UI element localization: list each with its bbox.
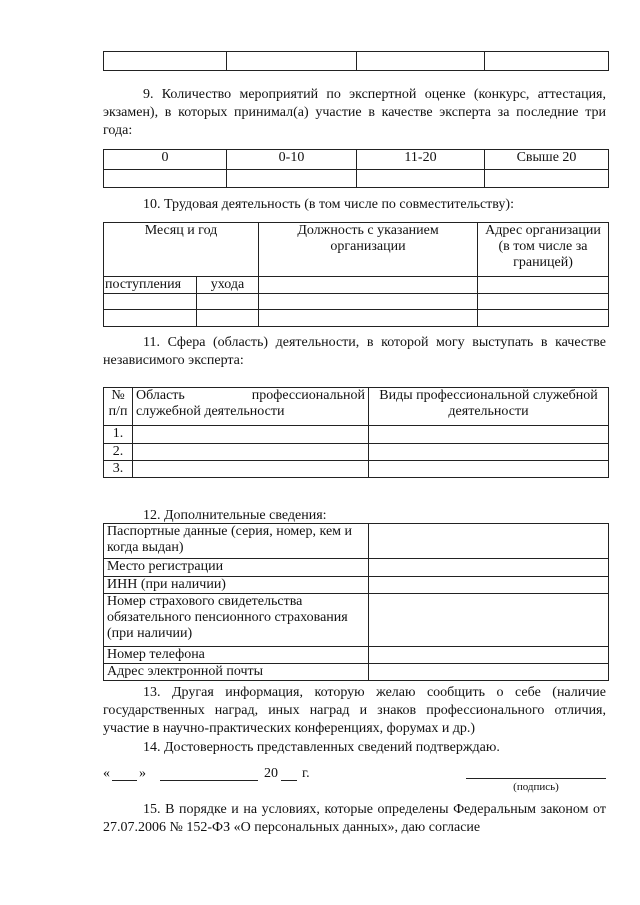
cell bbox=[197, 310, 259, 327]
date-close-quote: » bbox=[139, 766, 146, 781]
employment-table bbox=[103, 222, 609, 327]
cell bbox=[259, 277, 478, 294]
header-address: Адрес организации (в том числе за границей) bbox=[478, 223, 609, 277]
date-year-suffix: г. bbox=[302, 766, 310, 781]
events-col-over-20: Свыше 20 bbox=[485, 150, 609, 170]
cell bbox=[485, 52, 609, 71]
info-value bbox=[369, 577, 609, 594]
cell bbox=[133, 444, 369, 461]
section-14-text: 14. Достоверность представленных сведений подтверждаю. bbox=[143, 740, 500, 755]
cell bbox=[369, 426, 609, 444]
section-13-text: 13. Другая информация, которую желаю сообщить о себе (наличие государственных наград, иных наград и знаков профессионального отличия, участие в научно-практических конференциях, форумах и др.) bbox=[103, 685, 606, 736]
info-label: Место регистрации bbox=[104, 559, 369, 577]
header-end: ухода bbox=[197, 277, 259, 294]
info-value bbox=[369, 594, 609, 647]
header-area bbox=[133, 388, 369, 426]
section-9-text: 9. Количество мероприятий по экспертной оценке (конкурс, аттестация, экзамен), в которых принимал(а) участие в качестве эксперта за последние три года: bbox=[103, 87, 606, 138]
events-col-0-10: 0-10 bbox=[227, 150, 357, 170]
header-position: Должность с указанием организации bbox=[259, 223, 478, 277]
cell bbox=[478, 294, 609, 310]
info-label: Паспортные данные (серия, номер, кем и когда выдан) bbox=[104, 524, 369, 559]
cell bbox=[104, 52, 227, 71]
info-value bbox=[369, 647, 609, 664]
header-kinds: Виды профессиональной служебной деятельности bbox=[369, 388, 609, 426]
date-year-prefix: 20 bbox=[264, 766, 278, 781]
date-open-quote: « bbox=[103, 766, 110, 781]
header-number: № п/п bbox=[104, 388, 133, 426]
top-continuation-table bbox=[103, 51, 609, 71]
info-label: Адрес электронной почты bbox=[104, 664, 369, 681]
cell bbox=[104, 310, 197, 327]
section-12-title: 12. Дополнительные сведения: bbox=[143, 508, 327, 523]
row-number: 2. bbox=[104, 444, 133, 461]
cell bbox=[369, 461, 609, 478]
additional-info-table bbox=[103, 523, 609, 681]
cell bbox=[133, 461, 369, 478]
events-col-0: 0 bbox=[104, 150, 227, 170]
cell bbox=[478, 310, 609, 327]
signature-line[interactable] bbox=[466, 778, 606, 779]
info-label: Номер телефона bbox=[104, 647, 369, 664]
section-10-title: 10. Трудовая деятельность (в том числе по совместительству): bbox=[143, 197, 514, 212]
expertise-area-table bbox=[103, 387, 609, 478]
header-start: поступления bbox=[104, 277, 197, 294]
cell bbox=[485, 170, 609, 188]
signature-caption: (подпись) bbox=[513, 781, 559, 793]
cell bbox=[259, 310, 478, 327]
info-label: ИНН (при наличии) bbox=[104, 577, 369, 594]
cell bbox=[227, 170, 357, 188]
info-value bbox=[369, 664, 609, 681]
section-15-text: 15. В порядке и на условиях, которые определены Федеральным законом от 27.07.2006 № 152-ФЗ «О персональных данных», даю согласие bbox=[103, 802, 606, 835]
cell bbox=[478, 277, 609, 294]
info-value bbox=[369, 559, 609, 577]
cell bbox=[357, 52, 485, 71]
cell bbox=[357, 170, 485, 188]
cell bbox=[104, 294, 197, 310]
cell bbox=[133, 426, 369, 444]
cell bbox=[104, 170, 227, 188]
info-value bbox=[369, 524, 609, 559]
info-label: Номер страхового свидетельства обязательного пенсионного страхования (при наличии) bbox=[104, 594, 369, 647]
date-day-line[interactable] bbox=[112, 780, 137, 781]
cell bbox=[227, 52, 357, 71]
header-area-text: Область профессиональной служебной деятельности bbox=[136, 388, 365, 419]
date-month-line[interactable] bbox=[160, 780, 258, 781]
row-number: 3. bbox=[104, 461, 133, 478]
header-month-year: Месяц и год bbox=[104, 223, 259, 277]
cell bbox=[369, 444, 609, 461]
cell bbox=[259, 294, 478, 310]
section-11-text: 11. Сфера (область) деятельности, в которой могу выступать в качестве независимого эксперта: bbox=[103, 335, 606, 368]
date-year-line[interactable] bbox=[281, 780, 297, 781]
events-col-11-20: 11-20 bbox=[357, 150, 485, 170]
row-number: 1. bbox=[104, 426, 133, 444]
expert-events-table bbox=[103, 149, 609, 188]
cell bbox=[197, 294, 259, 310]
